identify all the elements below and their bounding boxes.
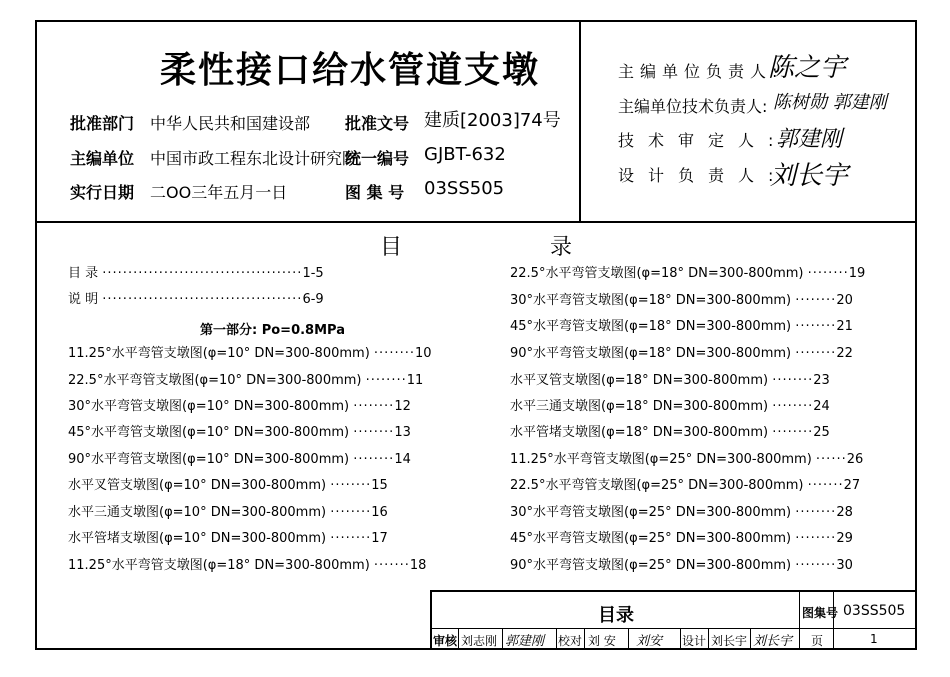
design-signature: 刘长宇	[753, 634, 793, 649]
toc-item-dots: ········	[330, 531, 372, 546]
toc-item-dots: ········	[330, 505, 372, 520]
effective-date-label: 实行日期	[70, 183, 135, 202]
header-divider	[35, 221, 917, 223]
editor-unit-label: 主编单位	[70, 149, 135, 168]
signature-tech: 陈树勋 郭建刚	[773, 92, 887, 113]
toc-item-dots: ·······································	[102, 292, 303, 307]
title-block-cell-divider	[458, 628, 459, 650]
document-title: 柔性接口给水管道支墩	[160, 50, 541, 91]
toc-item-page: 29	[836, 531, 853, 546]
toc-item-page: 27	[843, 478, 861, 493]
toc-item	[68, 346, 432, 362]
toc-item-dots: ········	[807, 266, 849, 281]
toc-item-dots: ········	[373, 346, 415, 361]
toc-item	[68, 292, 324, 308]
header-vertical-divider	[579, 20, 581, 222]
signature-design: 刘长宇	[770, 161, 849, 191]
unified-number-label: 统一编号	[345, 149, 410, 168]
title-block-left-border	[430, 590, 432, 650]
toc-item-page: 20	[836, 293, 853, 308]
title-block-cell-divider	[628, 628, 629, 650]
toc-item-dots: ·······	[373, 558, 410, 573]
toc-item-text: 30°水平弯管支墩图(φ=25° DN=300-800mm)	[510, 505, 792, 520]
toc-item	[510, 346, 853, 362]
toc-item-text: 11.25°水平弯管支墩图(φ=10° DN=300-800mm)	[68, 346, 370, 361]
toc-item	[510, 505, 853, 521]
toc-item-text: 11.25°水平弯管支墩图(φ=25° DN=300-800mm)	[510, 452, 812, 467]
approval-number-label: 批准文号	[345, 114, 410, 133]
toc-item-page: 6-9	[302, 292, 324, 307]
toc-item-page: 12	[394, 399, 411, 414]
toc-item-dots: ······	[815, 452, 847, 467]
signature-label-chief: 主编单位负责人:	[618, 62, 784, 81]
page-value: 1	[870, 632, 878, 646]
toc-item-page: 1-5	[302, 266, 324, 281]
page-label: 页	[811, 634, 824, 648]
toc-item-text: 45°水平弯管支墩图(φ=25° DN=300-800mm)	[510, 531, 792, 546]
toc-item-text: 目 录	[68, 266, 99, 281]
toc-item-text: 水平管堵支墩图(φ=10° DN=300-800mm)	[68, 531, 327, 546]
toc-item-page: 18	[409, 558, 427, 573]
toc-item	[68, 266, 324, 282]
toc-item-page: 30	[836, 558, 853, 573]
atlas-number-label: 图 集 号	[345, 183, 405, 202]
toc-item-dots: ········	[365, 373, 407, 388]
toc-item-text: 45°水平弯管支墩图(φ=18° DN=300-800mm)	[510, 319, 792, 334]
toc-item	[68, 373, 423, 389]
toc-item-dots: ········	[353, 452, 395, 467]
toc-item-dots: ········	[772, 425, 814, 440]
toc-item	[68, 505, 388, 521]
toc-item-dots: ········	[330, 478, 372, 493]
toc-item-page: 19	[848, 266, 866, 281]
toc-item-text: 水平管堵支墩图(φ=18° DN=300-800mm)	[510, 425, 769, 440]
toc-item	[68, 452, 411, 468]
check-signature: 刘安	[636, 634, 663, 649]
toc-item-dots: ········	[795, 293, 837, 308]
toc-item-text: 水平三通支墩图(φ=18° DN=300-800mm)	[510, 399, 769, 414]
toc-item-dots: ········	[353, 399, 395, 414]
toc-item-page: 24	[813, 399, 830, 414]
toc-item-page: 15	[371, 478, 388, 493]
toc-item-text: 45°水平弯管支墩图(φ=10° DN=300-800mm)	[68, 425, 350, 440]
toc-item	[510, 558, 853, 574]
toc-item-text: 水平叉管支墩图(φ=18° DN=300-800mm)	[510, 373, 769, 388]
signature-review: 郭建刚	[776, 127, 843, 152]
toc-item-text: 22.5°水平弯管支墩图(φ=18° DN=300-800mm)	[510, 266, 804, 281]
review-signature: 郭建刚	[505, 634, 545, 649]
title-block-cell-divider	[708, 628, 709, 650]
toc-item-page: 16	[371, 505, 388, 520]
toc-item-dots: ········	[772, 373, 814, 388]
toc-item-text: 说 明	[68, 292, 99, 307]
title-block-top-border	[430, 590, 917, 592]
toc-item	[510, 266, 865, 282]
title-block-cell-divider	[584, 628, 585, 650]
toc-item	[510, 452, 863, 468]
toc-item-page: 17	[371, 531, 388, 546]
toc-item-page: 13	[394, 425, 411, 440]
approval-dept-value: 中华人民共和国建设部	[150, 114, 311, 133]
toc-item	[510, 478, 860, 494]
signature-label-tech: 主编单位技术负责人:	[618, 97, 768, 116]
design-name: 刘长宇	[711, 634, 748, 648]
toc-item-page: 23	[813, 373, 830, 388]
signature-label-review: 技术审定人:	[618, 131, 788, 150]
toc-item-dots: ········	[795, 531, 837, 546]
toc-item-page: 22	[836, 346, 853, 361]
toc-item	[68, 425, 411, 441]
toc-item-dots: ········	[353, 425, 395, 440]
toc-section-heading: 第一部分: Po=0.8MPa	[200, 323, 345, 338]
toc-item-text: 11.25°水平弯管支墩图(φ=18° DN=300-800mm)	[68, 558, 370, 573]
editor-unit-value: 中国市政工程东北设计研究院	[150, 149, 359, 168]
review-name: 刘志刚	[461, 634, 498, 648]
toc-item	[68, 531, 388, 547]
toc-item-page: 10	[414, 346, 432, 361]
approval-number-value: 建质[2003]74号	[424, 110, 561, 131]
title-block-cell-divider	[556, 628, 557, 650]
atlas-number-value: 03SS505	[424, 178, 505, 199]
check-name: 刘 安	[588, 634, 616, 648]
toc-item-dots: ········	[795, 505, 837, 520]
toc-item-text: 90°水平弯管支墩图(φ=10° DN=300-800mm)	[68, 452, 350, 467]
title-block-cell-divider	[680, 628, 681, 650]
design-label: 设计	[682, 634, 707, 648]
toc-item-text: 90°水平弯管支墩图(φ=18° DN=300-800mm)	[510, 346, 792, 361]
toc-item-text: 22.5°水平弯管支墩图(φ=10° DN=300-800mm)	[68, 373, 362, 388]
approval-dept-label: 批准部门	[70, 114, 135, 133]
toc-item	[510, 399, 830, 415]
review-label: 审核	[433, 634, 458, 648]
toc-item-dots: ·······	[807, 478, 844, 493]
toc-item-text: 30°水平弯管支墩图(φ=18° DN=300-800mm)	[510, 293, 792, 308]
toc-item	[68, 478, 388, 494]
title-block-divider	[799, 590, 800, 650]
toc-item-page: 25	[813, 425, 830, 440]
atlas-value: 03SS505	[843, 603, 906, 619]
toc-item-text: 水平叉管支墩图(φ=10° DN=300-800mm)	[68, 478, 327, 493]
toc-item	[510, 425, 830, 441]
toc-item-text: 30°水平弯管支墩图(φ=10° DN=300-800mm)	[68, 399, 350, 414]
toc-item-dots: ········	[795, 558, 837, 573]
toc-item	[510, 293, 853, 309]
effective-date-value: 二OO三年五月一日	[150, 183, 288, 202]
toc-item	[510, 319, 853, 335]
title-block-cell-divider	[750, 628, 751, 650]
toc-item-dots: ·······································	[102, 266, 303, 281]
toc-item-page: 14	[394, 452, 411, 467]
check-label: 校对	[558, 634, 583, 648]
title-block-mid-border	[430, 628, 917, 629]
unified-number-value: GJBT-632	[424, 144, 506, 165]
toc-item-page: 28	[836, 505, 853, 520]
toc-item	[510, 373, 830, 389]
toc-item-dots: ········	[795, 346, 837, 361]
toc-item-text: 22.5°水平弯管支墩图(φ=25° DN=300-800mm)	[510, 478, 804, 493]
signature-label-design: 设计负责人:	[618, 166, 788, 185]
toc-item-page: 11	[406, 373, 424, 388]
toc-item-page: 21	[836, 319, 853, 334]
signature-chief: 陈之宇	[768, 53, 847, 83]
toc-item-dots: ········	[795, 319, 837, 334]
toc-item-text: 90°水平弯管支墩图(φ=25° DN=300-800mm)	[510, 558, 792, 573]
toc-item	[68, 558, 426, 574]
toc-item-dots: ········	[772, 399, 814, 414]
title-block-title: 目录	[598, 605, 634, 626]
toc-heading-right: 录	[550, 235, 573, 260]
toc-item	[510, 531, 853, 547]
toc-heading-left: 目	[380, 235, 403, 260]
atlas-label: 图集号	[802, 606, 839, 620]
toc-item-page: 26	[846, 452, 864, 467]
toc-item	[68, 399, 411, 415]
toc-item-text: 水平三通支墩图(φ=10° DN=300-800mm)	[68, 505, 327, 520]
title-block-cell-divider	[502, 628, 503, 650]
